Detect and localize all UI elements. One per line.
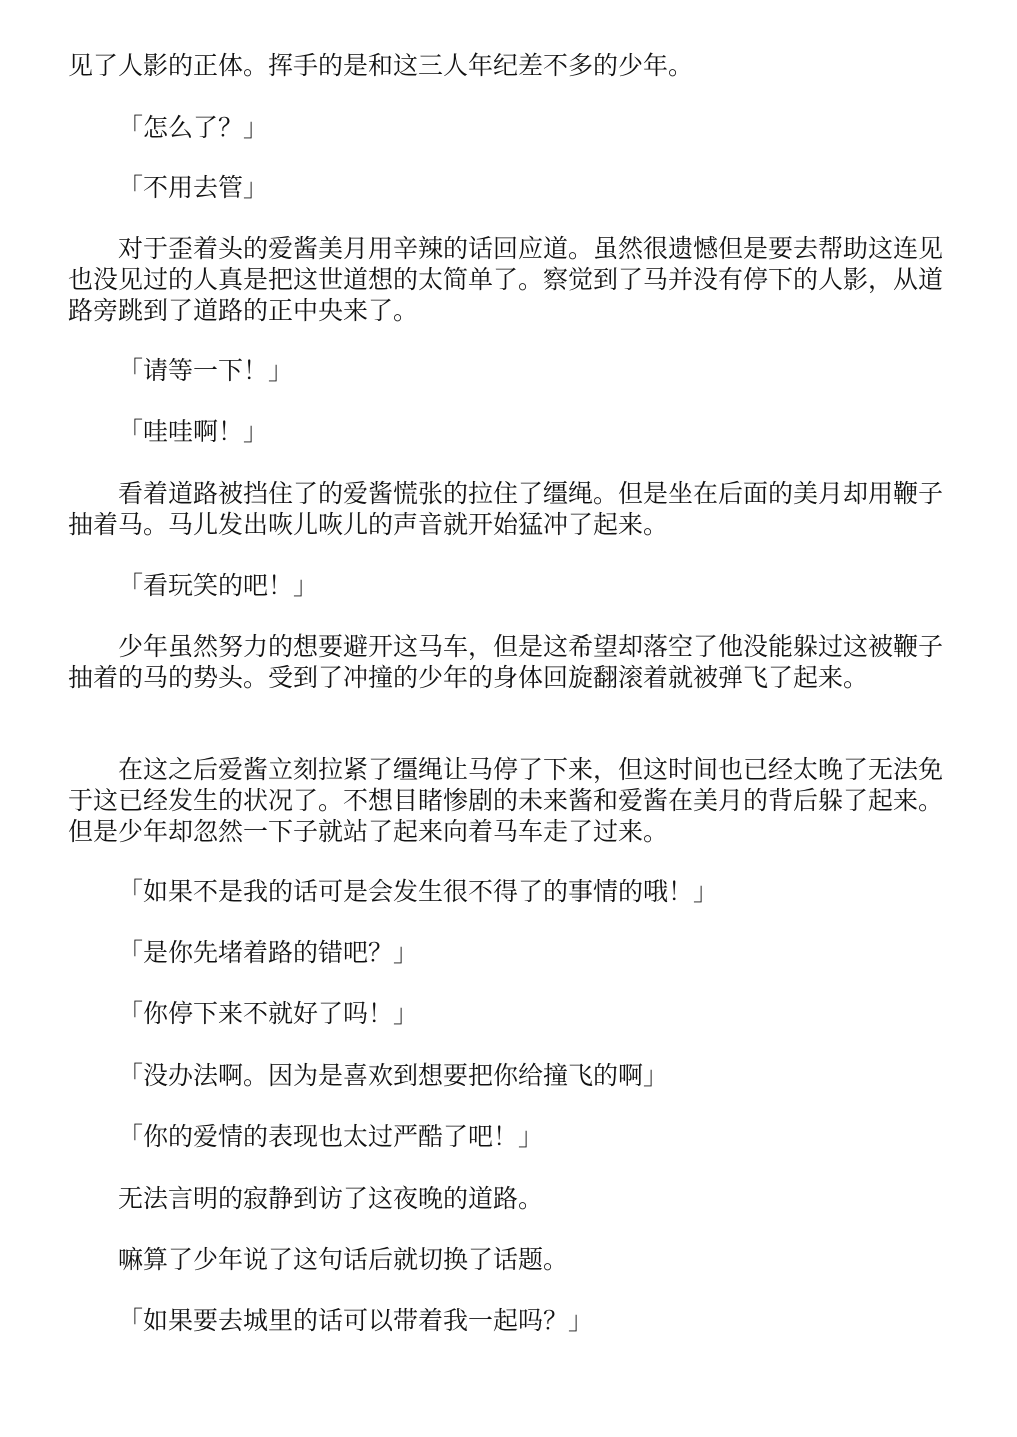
- paragraph-17: 嘛算了少年说了这句话后就切换了话题。: [118, 1245, 569, 1274]
- paragraph-2: 「怎么了？」: [118, 113, 269, 142]
- paragraph-16: 无法言明的寂静到访了这夜晚的道路。: [118, 1184, 544, 1213]
- paragraph-4: 对于歪着头的爱酱美月用辛辣的话回应道。虽然很遗憾但是要去帮助这连见也没见过的人真是把这世道想的太简单了。察觉到了马并没有停下的人影，从道路旁跳到了道路的正中央来了。: [68, 234, 944, 325]
- paragraph-14: 「没办法啊。因为是喜欢到想要把你给撞飞的啊」: [118, 1061, 669, 1090]
- paragraph-6: 「哇哇啊！」: [118, 417, 269, 446]
- paragraph-1: 见了人影的正体。挥手的是和这三人年纪差不多的少年。: [68, 51, 694, 80]
- paragraph-3: 「不用去管」: [118, 173, 269, 202]
- paragraph-15: 「你的爱情的表现也太过严酷了吧！」: [118, 1122, 544, 1151]
- paragraph-13: 「你停下来不就好了吗！」: [118, 999, 419, 1028]
- paragraph-8: 「看玩笑的吧！」: [118, 571, 319, 600]
- paragraph-9: 少年虽然努力的想要避开这马车，但是这希望却落空了他没能躲过这被鞭子抽着的马的势头。受到了冲撞的少年的身体回旋翻滚着就被弹飞了起来。: [68, 632, 944, 692]
- paragraph-11: 「如果不是我的话可是会发生很不得了的事情的哦！」: [118, 877, 719, 906]
- paragraph-7: 看着道路被挡住了的爱酱慌张的拉住了缰绳。但是坐在后面的美月却用鞭子抽着马。马儿发出咴儿咴儿的声音就开始猛冲了起来。: [68, 479, 944, 539]
- paragraph-12: 「是你先堵着路的错吧？」: [118, 938, 419, 967]
- paragraph-10: 在这之后爱酱立刻拉紧了缰绳让马停了下来，但这时间也已经太晚了无法免于这已经发生的状况了。不想目睹惨剧的未来酱和爱酱在美月的背后躲了起来。但是少年却忽然一下子就站了起来向着马车走了过来。: [68, 755, 944, 846]
- paragraph-5: 「请等一下！」: [118, 356, 294, 385]
- paragraph-18: 「如果要去城里的话可以带着我一起吗？」: [118, 1306, 594, 1335]
